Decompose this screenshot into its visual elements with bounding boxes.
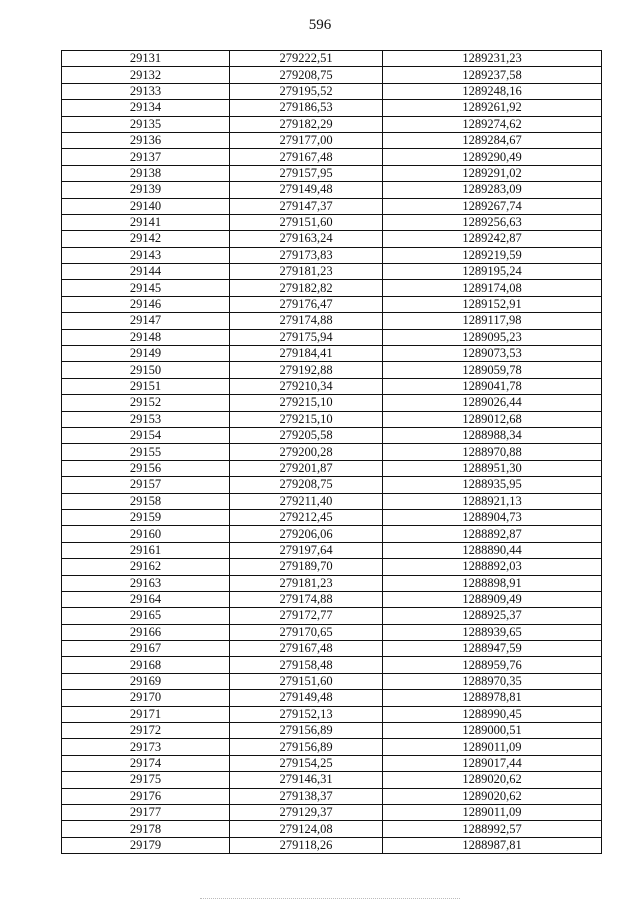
point-number-cell: 29163 — [62, 575, 230, 591]
x-coordinate-cell: 279151,60 — [230, 673, 383, 689]
table-row — [62, 231, 602, 247]
x-coordinate-cell: 279206,06 — [230, 526, 383, 542]
point-number-cell: 29179 — [62, 837, 230, 853]
x-coordinate-cell: 279181,23 — [230, 264, 383, 280]
y-coordinate-cell: 1288947,59 — [383, 641, 602, 657]
table-row — [62, 264, 602, 280]
x-coordinate-cell: 279151,60 — [230, 214, 383, 230]
table-row — [62, 477, 602, 493]
table-row — [62, 100, 602, 116]
point-number-cell: 29145 — [62, 280, 230, 296]
point-number-cell: 29159 — [62, 509, 230, 525]
coordinates-table — [61, 50, 602, 854]
x-coordinate-cell: 279152,13 — [230, 706, 383, 722]
table-row — [62, 493, 602, 509]
point-number-cell: 29156 — [62, 460, 230, 476]
table-row — [62, 509, 602, 525]
y-coordinate-cell: 1289284,67 — [383, 132, 602, 148]
y-coordinate-cell: 1288951,30 — [383, 460, 602, 476]
y-coordinate-cell: 1289011,09 — [383, 804, 602, 820]
table-row — [62, 575, 602, 591]
x-coordinate-cell: 279167,48 — [230, 641, 383, 657]
point-number-cell: 29141 — [62, 214, 230, 230]
table-row — [62, 706, 602, 722]
point-number-cell: 29173 — [62, 739, 230, 755]
table-row — [62, 198, 602, 214]
point-number-cell: 29154 — [62, 427, 230, 443]
table-row — [62, 804, 602, 820]
table-row — [62, 673, 602, 689]
y-coordinate-cell: 1289026,44 — [383, 395, 602, 411]
point-number-cell: 29176 — [62, 788, 230, 804]
x-coordinate-cell: 279149,48 — [230, 690, 383, 706]
table-row — [62, 362, 602, 378]
page-number: 596 — [308, 17, 332, 33]
x-coordinate-cell: 279208,75 — [230, 67, 383, 83]
x-coordinate-cell: 279182,29 — [230, 116, 383, 132]
table-row — [62, 313, 602, 329]
x-coordinate-cell: 279215,10 — [230, 411, 383, 427]
x-coordinate-cell: 279167,48 — [230, 149, 383, 165]
table-row — [62, 772, 602, 788]
table-row — [62, 51, 602, 67]
y-coordinate-cell: 1289237,58 — [383, 67, 602, 83]
point-number-cell: 29153 — [62, 411, 230, 427]
y-coordinate-cell: 1288939,65 — [383, 624, 602, 640]
y-coordinate-cell: 1289020,62 — [383, 772, 602, 788]
point-number-cell: 29167 — [62, 641, 230, 657]
y-coordinate-cell: 1288990,45 — [383, 706, 602, 722]
table-row — [62, 165, 602, 181]
x-coordinate-cell: 279215,10 — [230, 395, 383, 411]
y-coordinate-cell: 1289095,23 — [383, 329, 602, 345]
point-number-cell: 29171 — [62, 706, 230, 722]
y-coordinate-cell: 1288988,34 — [383, 427, 602, 443]
x-coordinate-cell: 279174,88 — [230, 591, 383, 607]
y-coordinate-cell: 1289073,53 — [383, 346, 602, 362]
x-coordinate-cell: 279170,65 — [230, 624, 383, 640]
x-coordinate-cell: 279200,28 — [230, 444, 383, 460]
point-number-cell: 29158 — [62, 493, 230, 509]
table-row — [62, 788, 602, 804]
point-number-cell: 29160 — [62, 526, 230, 542]
table-row — [62, 427, 602, 443]
y-coordinate-cell: 1289117,98 — [383, 313, 602, 329]
table-row — [62, 559, 602, 575]
x-coordinate-cell: 279174,88 — [230, 313, 383, 329]
point-number-cell: 29170 — [62, 690, 230, 706]
x-coordinate-cell: 279124,08 — [230, 821, 383, 837]
x-coordinate-cell: 279156,89 — [230, 723, 383, 739]
x-coordinate-cell: 279208,75 — [230, 477, 383, 493]
point-number-cell: 29143 — [62, 247, 230, 263]
point-number-cell: 29169 — [62, 673, 230, 689]
x-coordinate-cell: 279149,48 — [230, 182, 383, 198]
point-number-cell: 29177 — [62, 804, 230, 820]
x-coordinate-cell: 279146,31 — [230, 772, 383, 788]
table-row — [62, 395, 602, 411]
table-row — [62, 132, 602, 148]
point-number-cell: 29138 — [62, 165, 230, 181]
x-coordinate-cell: 279205,58 — [230, 427, 383, 443]
point-number-cell: 29175 — [62, 772, 230, 788]
x-coordinate-cell: 279212,45 — [230, 509, 383, 525]
table-row — [62, 444, 602, 460]
point-number-cell: 29137 — [62, 149, 230, 165]
x-coordinate-cell: 279189,70 — [230, 559, 383, 575]
point-number-cell: 29144 — [62, 264, 230, 280]
point-number-cell: 29133 — [62, 83, 230, 99]
table-row — [62, 116, 602, 132]
y-coordinate-cell: 1289020,62 — [383, 788, 602, 804]
table-row — [62, 411, 602, 427]
point-number-cell: 29174 — [62, 755, 230, 771]
table-row — [62, 837, 602, 853]
point-number-cell: 29147 — [62, 313, 230, 329]
y-coordinate-cell: 1288925,37 — [383, 608, 602, 624]
y-coordinate-cell: 1288898,91 — [383, 575, 602, 591]
x-coordinate-cell: 279118,26 — [230, 837, 383, 853]
y-coordinate-cell: 1288890,44 — [383, 542, 602, 558]
point-number-cell: 29155 — [62, 444, 230, 460]
x-coordinate-cell: 279184,41 — [230, 346, 383, 362]
y-coordinate-cell: 1289283,09 — [383, 182, 602, 198]
point-number-cell: 29135 — [62, 116, 230, 132]
y-coordinate-cell: 1288992,57 — [383, 821, 602, 837]
y-coordinate-cell: 1289195,24 — [383, 264, 602, 280]
table-row — [62, 182, 602, 198]
y-coordinate-cell: 1288921,13 — [383, 493, 602, 509]
point-number-cell: 29149 — [62, 346, 230, 362]
x-coordinate-cell: 279129,37 — [230, 804, 383, 820]
y-coordinate-cell: 1289291,02 — [383, 165, 602, 181]
x-coordinate-cell: 279192,88 — [230, 362, 383, 378]
x-coordinate-cell: 279154,25 — [230, 755, 383, 771]
table-row — [62, 591, 602, 607]
y-coordinate-cell: 1289261,92 — [383, 100, 602, 116]
table-row — [62, 296, 602, 312]
y-coordinate-cell: 1288935,95 — [383, 477, 602, 493]
point-number-cell: 29131 — [62, 51, 230, 67]
x-coordinate-cell: 279186,53 — [230, 100, 383, 116]
point-number-cell: 29136 — [62, 132, 230, 148]
y-coordinate-cell: 1289000,51 — [383, 723, 602, 739]
table-row — [62, 624, 602, 640]
y-coordinate-cell: 1288970,88 — [383, 444, 602, 460]
point-number-cell: 29140 — [62, 198, 230, 214]
x-coordinate-cell: 279147,37 — [230, 198, 383, 214]
table-row — [62, 67, 602, 83]
point-number-cell: 29166 — [62, 624, 230, 640]
table-row — [62, 608, 602, 624]
y-coordinate-cell: 1289174,08 — [383, 280, 602, 296]
x-coordinate-cell: 279158,48 — [230, 657, 383, 673]
point-number-cell: 29172 — [62, 723, 230, 739]
y-coordinate-cell: 1289256,63 — [383, 214, 602, 230]
point-number-cell: 29157 — [62, 477, 230, 493]
y-coordinate-cell: 1289219,59 — [383, 247, 602, 263]
table-row — [62, 329, 602, 345]
table-row — [62, 739, 602, 755]
x-coordinate-cell: 279163,24 — [230, 231, 383, 247]
bottom-divider — [200, 898, 460, 899]
table-row — [62, 821, 602, 837]
point-number-cell: 29161 — [62, 542, 230, 558]
table-row — [62, 542, 602, 558]
x-coordinate-cell: 279210,34 — [230, 378, 383, 394]
x-coordinate-cell: 279181,23 — [230, 575, 383, 591]
x-coordinate-cell: 279197,64 — [230, 542, 383, 558]
point-number-cell: 29152 — [62, 395, 230, 411]
y-coordinate-cell: 1289017,44 — [383, 755, 602, 771]
x-coordinate-cell: 279172,77 — [230, 608, 383, 624]
table-row — [62, 526, 602, 542]
table-row — [62, 460, 602, 476]
y-coordinate-cell: 1289012,68 — [383, 411, 602, 427]
y-coordinate-cell: 1288904,73 — [383, 509, 602, 525]
y-coordinate-cell: 1289274,62 — [383, 116, 602, 132]
table-row — [62, 149, 602, 165]
x-coordinate-cell: 279138,37 — [230, 788, 383, 804]
x-coordinate-cell: 279195,52 — [230, 83, 383, 99]
table-row — [62, 83, 602, 99]
point-number-cell: 29148 — [62, 329, 230, 345]
point-number-cell: 29146 — [62, 296, 230, 312]
point-number-cell: 29142 — [62, 231, 230, 247]
x-coordinate-cell: 279157,95 — [230, 165, 383, 181]
table-row — [62, 657, 602, 673]
x-coordinate-cell: 279201,87 — [230, 460, 383, 476]
coordinates-table-body — [62, 51, 602, 854]
x-coordinate-cell: 279177,00 — [230, 132, 383, 148]
table-row — [62, 641, 602, 657]
x-coordinate-cell: 279182,82 — [230, 280, 383, 296]
y-coordinate-cell: 1289152,91 — [383, 296, 602, 312]
y-coordinate-cell: 1288892,03 — [383, 559, 602, 575]
table-row — [62, 280, 602, 296]
table-row — [62, 690, 602, 706]
table-row — [62, 755, 602, 771]
point-number-cell: 29178 — [62, 821, 230, 837]
y-coordinate-cell: 1289248,16 — [383, 83, 602, 99]
y-coordinate-cell: 1288892,87 — [383, 526, 602, 542]
x-coordinate-cell: 279156,89 — [230, 739, 383, 755]
x-coordinate-cell: 279222,51 — [230, 51, 383, 67]
x-coordinate-cell: 279173,83 — [230, 247, 383, 263]
table-row — [62, 378, 602, 394]
y-coordinate-cell: 1288978,81 — [383, 690, 602, 706]
x-coordinate-cell: 279175,94 — [230, 329, 383, 345]
y-coordinate-cell: 1288987,81 — [383, 837, 602, 853]
point-number-cell: 29151 — [62, 378, 230, 394]
y-coordinate-cell: 1289231,23 — [383, 51, 602, 67]
y-coordinate-cell: 1288970,35 — [383, 673, 602, 689]
point-number-cell: 29162 — [62, 559, 230, 575]
y-coordinate-cell: 1289059,78 — [383, 362, 602, 378]
point-number-cell: 29132 — [62, 67, 230, 83]
point-number-cell: 29134 — [62, 100, 230, 116]
point-number-cell: 29150 — [62, 362, 230, 378]
y-coordinate-cell: 1289267,74 — [383, 198, 602, 214]
table-row — [62, 723, 602, 739]
x-coordinate-cell: 279176,47 — [230, 296, 383, 312]
y-coordinate-cell: 1289041,78 — [383, 378, 602, 394]
y-coordinate-cell: 1289290,49 — [383, 149, 602, 165]
y-coordinate-cell: 1289242,87 — [383, 231, 602, 247]
y-coordinate-cell: 1288959,76 — [383, 657, 602, 673]
table-row — [62, 214, 602, 230]
table-row — [62, 346, 602, 362]
point-number-cell: 29164 — [62, 591, 230, 607]
y-coordinate-cell: 1289011,09 — [383, 739, 602, 755]
point-number-cell: 29168 — [62, 657, 230, 673]
point-number-cell: 29139 — [62, 182, 230, 198]
x-coordinate-cell: 279211,40 — [230, 493, 383, 509]
table-row — [62, 247, 602, 263]
y-coordinate-cell: 1288909,49 — [383, 591, 602, 607]
point-number-cell: 29165 — [62, 608, 230, 624]
